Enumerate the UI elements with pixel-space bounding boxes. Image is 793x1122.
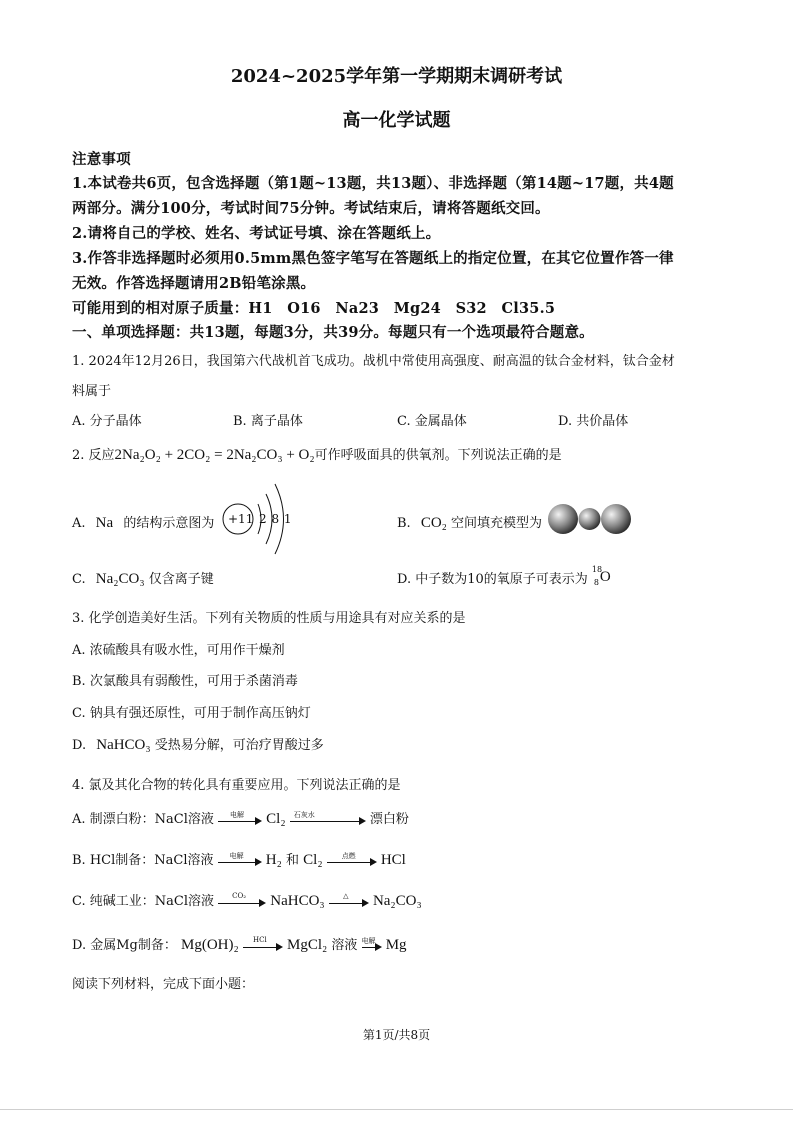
q4-d-prefix: D. 金属Mg制备：	[72, 938, 177, 953]
isotope-symbol: O	[599, 569, 611, 585]
q2-a-text: 的结构示意图为	[123, 516, 215, 531]
q4-a-prefix: A. 制漂白粉：NaCl溶液	[72, 812, 214, 827]
q4-c-prefix: C. 纯碱工业：NaCl溶液	[72, 894, 214, 909]
oxygen-isotope-notation	[591, 565, 612, 587]
notes-line-3b: 无效。作答选择题请用2B铅笔涂黑。	[72, 275, 316, 292]
q4-d-product: Mg	[385, 937, 407, 953]
q4-b-product: HCl	[380, 852, 406, 868]
arrow-right-icon	[218, 851, 262, 868]
arrow-right-icon	[327, 851, 377, 868]
q4-option-d	[72, 934, 407, 954]
q4-c-condition-1: CO₂	[232, 891, 247, 900]
q2-equation: 2Na₂O₂ + 2CO₂ = 2Na₂CO₃ + O₂	[114, 447, 315, 463]
section-heading: 一、单项选择题：共13题，每题3分，共39分。每题只有一个选项最符合题意。	[72, 324, 594, 341]
page-bottom-divider	[0, 1109, 793, 1110]
q4-a-condition-1: 电解	[230, 810, 245, 819]
q4-d-solution: 溶液	[331, 938, 358, 953]
q3-option-a: A. 浓硫酸具有吸水性，可用作干燥剂	[72, 643, 285, 658]
q3-option-b: B. 次氯酸具有弱酸性，可用于杀菌消毒	[72, 674, 298, 689]
q4-d-intermediate: MgCl₂	[287, 937, 328, 953]
isotope-atomic-number: 8	[593, 578, 600, 587]
q3-d-label: D.	[72, 738, 87, 753]
q4-b-condition-1: 电解	[229, 851, 244, 860]
arrow-right-icon	[290, 810, 366, 827]
arrow-right-icon	[329, 891, 369, 909]
q2-a-formula: Na	[95, 515, 114, 531]
q4-option-c	[72, 890, 422, 910]
notes-line-3: 3.作答非选择题时必须用0.5mm黑色签字笔写在答题纸上的指定位置，在其它位置作答一律	[72, 250, 674, 267]
q3-d-formula: NaHCO₃	[96, 737, 151, 753]
q2-option-a	[72, 512, 214, 532]
q4-b-intermediate-2: Cl₂	[303, 852, 323, 868]
q1-stem-line-1: 1. 2024年12月26日，我国第六代战机首飞成功。战机中常使用高强度、耐高温的钛合金材料，钛合金材	[72, 354, 675, 369]
q3-d-text: 受热易分解，可治疗胃酸过多	[154, 738, 324, 753]
q4-a-condition-2: 石灰水	[293, 810, 315, 819]
q3-option-d	[72, 734, 324, 754]
q3-stem: 3. 化学创造美好生活。下列有关物质的性质与用途具有对应关系的是	[72, 611, 466, 626]
q2-c-formula: Na₂CO₃	[95, 571, 145, 587]
q2-b-label: B.	[397, 516, 411, 531]
q4-d-condition-2: 电解	[361, 936, 376, 945]
notes-line-1: 1.本试卷共6页，包含选择题（第1题~13题，共13题）、非选择题（第14题~17题，共4题	[72, 175, 674, 192]
arrow-right-icon	[218, 810, 262, 827]
q4-d-condition-1: HCl	[253, 935, 267, 944]
q2-stem	[72, 444, 562, 464]
q2-b-text: 空间填充模型为	[451, 516, 543, 531]
q4-stem: 4. 氯及其化合物的转化具有重要应用。下列说法正确的是	[72, 778, 401, 793]
q3-option-c: C. 钠具有强还原性，可用于制作高压钠灯	[72, 706, 311, 721]
co2-space-filling-model	[545, 502, 635, 536]
arrow-right-icon	[361, 936, 382, 953]
q4-a-product: 漂白粉	[369, 812, 409, 827]
q4-option-a	[72, 808, 409, 828]
q1-option-d: D. 共价晶体	[558, 414, 629, 429]
atomic-masses: 可能用到的相对原子质量：H1 O16 Na23 Mg24 S32 Cl35.5	[72, 300, 556, 317]
arrow-right-icon	[243, 935, 283, 953]
q4-c-product: Na₂CO₃	[372, 893, 422, 909]
isotope-mass-number: 18	[591, 565, 603, 574]
q2-d-text: D. 中子数为10的氧原子可表示为	[397, 572, 588, 587]
q1-option-a: A. 分子晶体	[72, 414, 142, 429]
q1-option-b: B. 离子晶体	[233, 414, 303, 429]
oxygen-sphere-right	[601, 504, 631, 534]
q4-b-condition-2: 点燃	[341, 851, 356, 860]
q2-suffix: 可作呼吸面具的供氧剂。下列说法正确的是	[314, 448, 562, 463]
q4-a-intermediate: Cl₂	[266, 811, 286, 827]
oxygen-sphere-left	[548, 504, 578, 534]
q4-b-prefix: B. HCl制备：NaCl溶液	[72, 853, 214, 868]
q2-b-formula: CO₂	[420, 515, 447, 531]
q4-option-b	[72, 849, 406, 869]
q2-c-label: C.	[72, 572, 86, 587]
notes-line-2: 2.请将自己的学校、姓名、考试证号填、涂在答题纸上。	[72, 225, 441, 242]
q2-option-c	[72, 568, 214, 588]
q2-a-label: A.	[72, 516, 86, 531]
page-number: 第1页/共8页	[362, 1028, 431, 1042]
nucleus-charge: +11	[228, 512, 254, 526]
q4-d-reactant: Mg(OH)₂	[181, 937, 239, 953]
carbon-sphere	[579, 508, 601, 530]
q4-c-condition-2: △	[343, 891, 349, 900]
reading-instruction: 阅读下列材料，完成下面小题：	[72, 977, 255, 992]
q2-option-b	[397, 512, 542, 532]
exam-title: 2024~2025学年第一学期期末调研考试	[230, 66, 563, 87]
q4-c-intermediate: NaHCO₃	[270, 893, 325, 909]
q4-b-and: 和	[285, 853, 299, 868]
q2-option-d	[397, 565, 612, 587]
q1-option-c: C. 金属晶体	[397, 414, 467, 429]
arrow-right-icon	[218, 891, 266, 909]
q4-b-intermediate-1: H₂	[265, 852, 282, 868]
q2-c-text: 仅含离子键	[148, 572, 214, 587]
exam-subtitle: 高一化学试题	[342, 110, 451, 131]
q2-prefix: 2. 反应	[72, 448, 115, 463]
notes-heading: 注意事项	[72, 151, 131, 168]
notes-line-1b: 两部分。满分100分，考试时间75分钟。考试结束后，请将答题纸交回。	[72, 200, 550, 217]
q1-stem-line-2: 料属于	[72, 384, 112, 399]
electron-shells: 2 8 1	[259, 512, 292, 526]
